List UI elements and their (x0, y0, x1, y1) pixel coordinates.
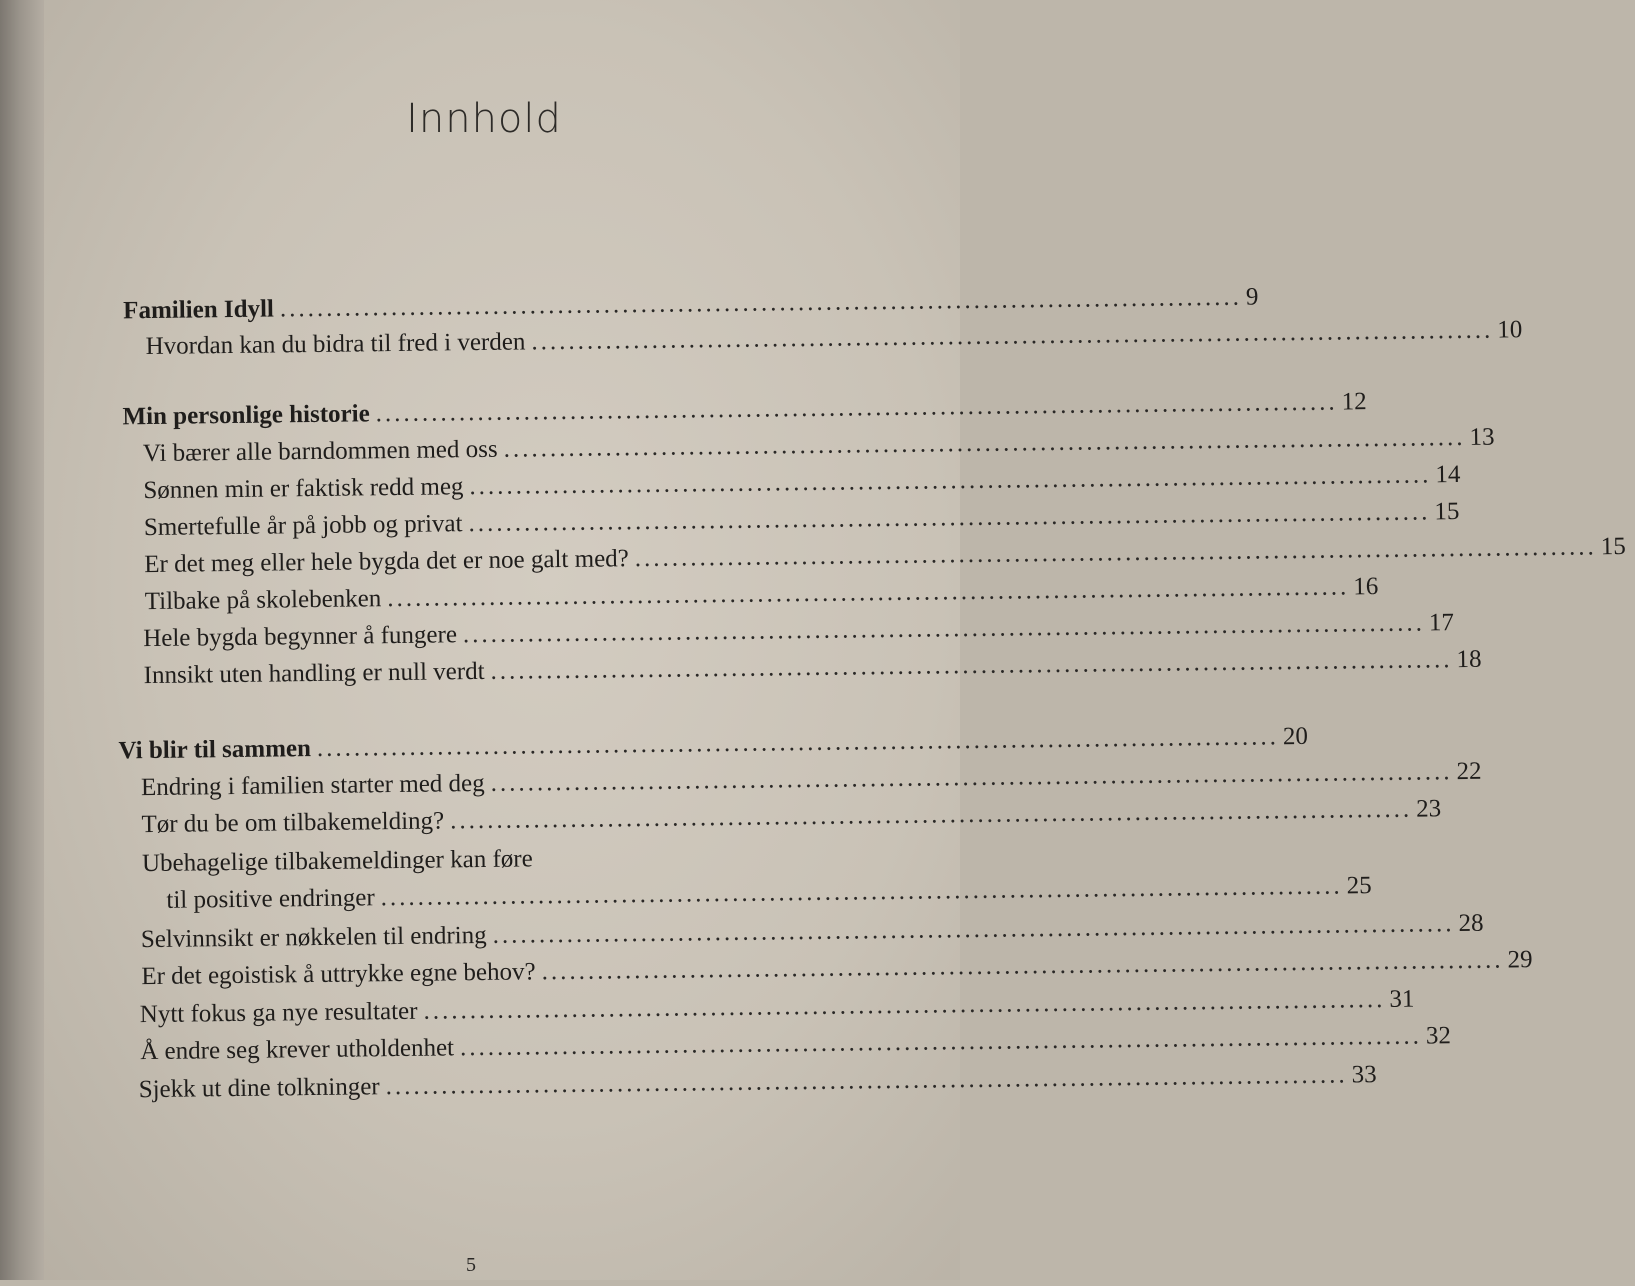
toc-entry-label: Hvordan kan du bidra til fred i verden (145, 328, 526, 361)
toc-entry (141, 795, 1442, 841)
toc-entry-page: 14 (1435, 461, 1461, 489)
dot-leader: ........................................................................................................ (541, 946, 1504, 986)
toc-entry (140, 909, 1484, 955)
toc-entry (166, 872, 1372, 915)
toc-entry (141, 946, 1533, 992)
dot-leader: ........................................................................................................ (459, 1022, 1423, 1062)
toc-entry-label: Nytt fokus ga nye resultater (139, 997, 418, 1029)
toc-entry-page: 15 (1434, 498, 1460, 526)
toc-entry-label: Vi blir til sammen (118, 735, 312, 765)
dot-leader: ........................................................................................................ (316, 723, 1280, 762)
toc-entry-page: 33 (1351, 1061, 1377, 1089)
toc-entry-page: 16 (1353, 573, 1379, 601)
toc-entry-label: Innsikt uten handling er null verdt (143, 657, 485, 690)
toc-entry (139, 985, 1415, 1030)
toc-entry (143, 645, 1482, 692)
toc-entry (142, 423, 1495, 469)
dot-leader: ........................................................................................................ (490, 758, 1453, 797)
toc-section-heading (118, 722, 1309, 767)
toc-entry-page: 22 (1456, 757, 1482, 786)
toc-entry-page: 9 (1245, 283, 1259, 311)
dot-leader: ........................................................................................................ (492, 910, 1455, 949)
dot-leader: ........................................................................................................ (490, 646, 1453, 685)
toc-entry (138, 1061, 1377, 1105)
toc-entry (144, 532, 1626, 580)
toc-entry-label: Familien Idyll (123, 295, 275, 325)
toc-entry-label: Selvinnsikt er nøkkelen til endring (140, 921, 487, 954)
toc-entry-page: 13 (1469, 423, 1495, 451)
dot-leader: ........................................................................................................ (531, 316, 1494, 356)
toc-section-heading (122, 388, 1367, 433)
toc-entry-label: Endring i familien starter med deg (140, 769, 485, 802)
toc-entry (143, 609, 1455, 655)
dot-leader: ........................................................................................................ (634, 533, 1597, 573)
toc-entry-page: 17 (1428, 609, 1455, 637)
toc-entry-page: 23 (1415, 795, 1442, 823)
page-title: Innhold (406, 96, 562, 142)
toc-entry-label: Min personlige historie (122, 400, 370, 431)
toc-entry-label: Vi bærer alle barndommen med oss (142, 435, 498, 468)
toc-entry (140, 1022, 1452, 1067)
toc-section-heading (123, 283, 1259, 327)
toc-entry-page: 32 (1425, 1022, 1452, 1050)
toc-entry-page: 25 (1346, 872, 1372, 900)
toc-entry-page: 29 (1507, 946, 1533, 974)
dot-leader: ........................................................................................................ (503, 423, 1466, 463)
toc-entry-label-first-line: Ubehagelige tilbakemeldinger kan føre (141, 845, 533, 878)
toc-entry-page: 15 (1600, 532, 1626, 561)
dot-leader: ........................................................................................................ (385, 1061, 1348, 1101)
dot-leader: ........................................................................................................ (450, 795, 1413, 835)
toc-entry-page: 31 (1389, 985, 1415, 1013)
dot-leader: ........................................................................................................ (380, 872, 1343, 912)
dot-leader: ........................................................................................................ (279, 283, 1243, 323)
toc-entry-label: Hele bygda begynner å fungere (143, 621, 458, 653)
toc-entry-page: 28 (1458, 909, 1484, 938)
toc-entry (143, 498, 1460, 543)
dot-leader: ........................................................................................................ (375, 388, 1338, 428)
dot-leader: ........................................................................................................ (468, 498, 1431, 538)
toc-entry-label: Smertefulle år på jobb og privat (143, 510, 463, 542)
toc-entry-label: Er det meg eller hele bygda det er noe galt med? (144, 545, 629, 579)
toc-entry-label: Tilbake på skolebenken (144, 585, 382, 616)
toc-entry-label: Tør du be om tilbakemelding? (141, 807, 445, 839)
toc-entry (143, 461, 1461, 506)
toc-entry-label: Å endre seg krever utholdenhet (140, 1034, 455, 1066)
toc-entry-page: 12 (1341, 388, 1367, 416)
toc-entry-label: Er det egoistisk å uttrykke egne behov? (141, 958, 536, 991)
dot-leader: ........................................................................................................ (462, 609, 1426, 649)
toc-entry-label: Sønnen min er faktisk redd meg (143, 473, 464, 505)
toc-entry (145, 316, 1523, 362)
toc-entry-page: 18 (1456, 645, 1482, 674)
toc-entry-label: Sjekk ut dine tolkninger (138, 1073, 380, 1104)
dot-leader: ........................................................................................................ (469, 461, 1432, 501)
toc-entry-page: 10 (1497, 316, 1523, 344)
page-number: 5 (466, 1254, 476, 1276)
toc-entry-page: 20 (1282, 722, 1309, 751)
toc-entry (144, 573, 1379, 617)
dot-leader: ........................................................................................................ (387, 573, 1350, 613)
toc-entry (140, 757, 1482, 804)
dot-leader: ........................................................................................................ (423, 985, 1386, 1025)
toc-entry-label-continuation: til positive endringer (166, 884, 375, 914)
